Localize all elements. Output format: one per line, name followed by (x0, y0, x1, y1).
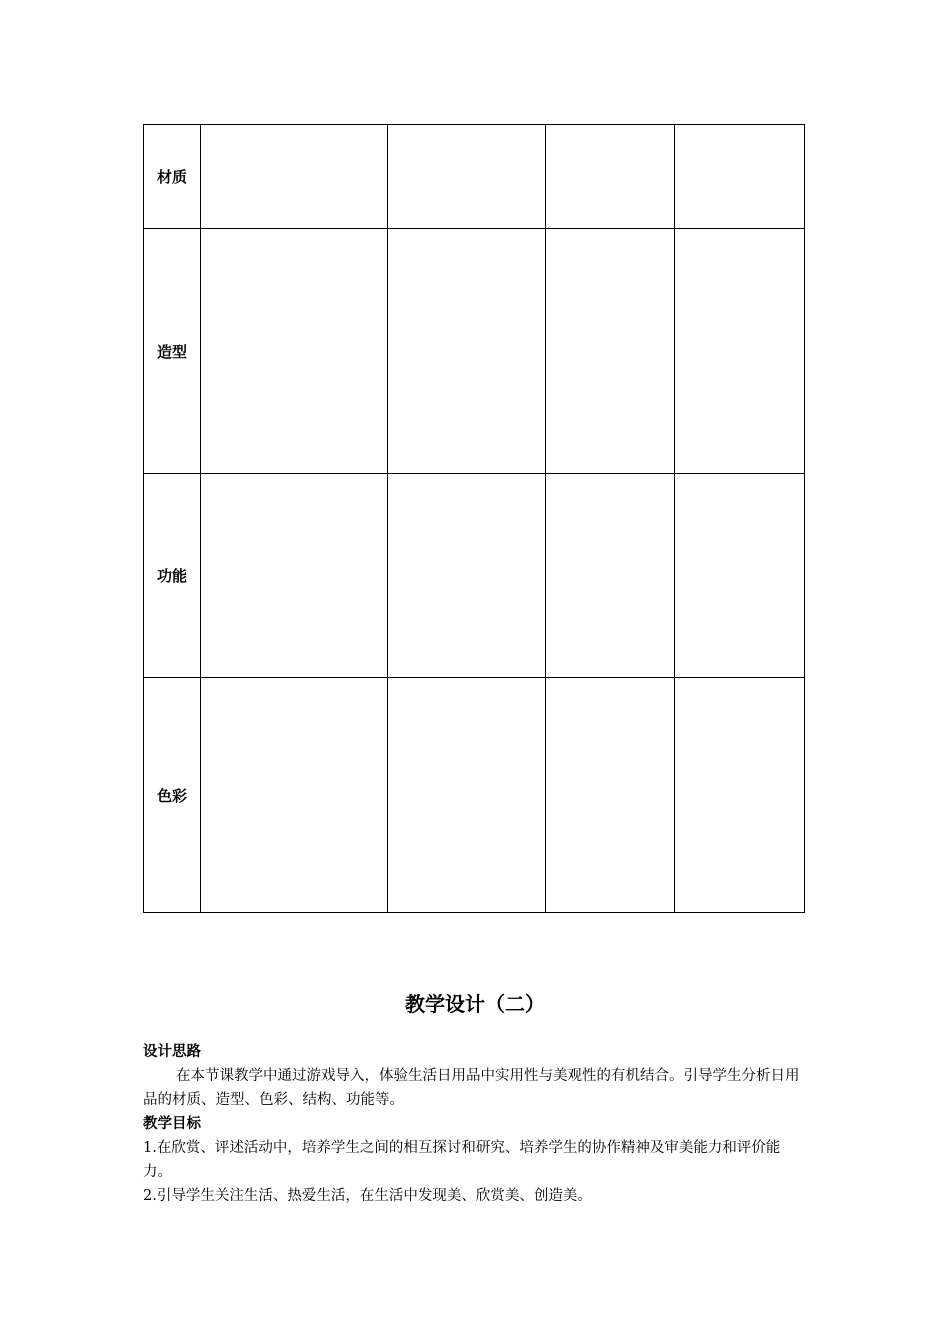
row-label-color: 色彩 (144, 678, 201, 913)
goal-item-1: 1.在欣赏、评述活动中，培养学生之间的相互探讨和研究、培养学生的协作精神及审美能力和评价能力。 (143, 1140, 781, 1180)
section-content (143, 1040, 808, 1208)
design-paragraph: 在本节课教学中通过游戏导入，体验生活日用品中实用性与美观性的有机结合。引导学生分析日用品的材质、造型、色彩、结构、功能等。 (143, 1068, 800, 1108)
goal-item-2: 2.引导学生关注生活、热爱生活，在生活中发现美、欣赏美、创造美。 (143, 1188, 592, 1204)
table-row-shape (144, 229, 805, 474)
design-heading: 设计思路 (143, 1044, 201, 1060)
table-cell (201, 125, 388, 229)
table-cell (675, 229, 805, 474)
table-cell (546, 678, 675, 913)
comparison-table (143, 124, 805, 913)
table-cell (546, 474, 675, 678)
section-title: 教学设计（二） (405, 992, 545, 1016)
table-cell (388, 229, 546, 474)
table-cell (388, 125, 546, 229)
table-cell (201, 229, 388, 474)
table-row-color (144, 678, 805, 913)
table-cell (388, 474, 546, 678)
table-cell (201, 474, 388, 678)
row-label-function: 功能 (144, 474, 201, 678)
table-cell (546, 125, 675, 229)
table-cell (388, 678, 546, 913)
table-cell (675, 678, 805, 913)
table-row-material (144, 125, 805, 229)
table-cell (201, 678, 388, 913)
row-label-shape: 造型 (144, 229, 201, 474)
table-cell (675, 474, 805, 678)
row-label-material: 材质 (144, 125, 201, 229)
table-cell (675, 125, 805, 229)
goals-heading: 教学目标 (143, 1116, 201, 1132)
table-cell (546, 229, 675, 474)
table-row-function (144, 474, 805, 678)
